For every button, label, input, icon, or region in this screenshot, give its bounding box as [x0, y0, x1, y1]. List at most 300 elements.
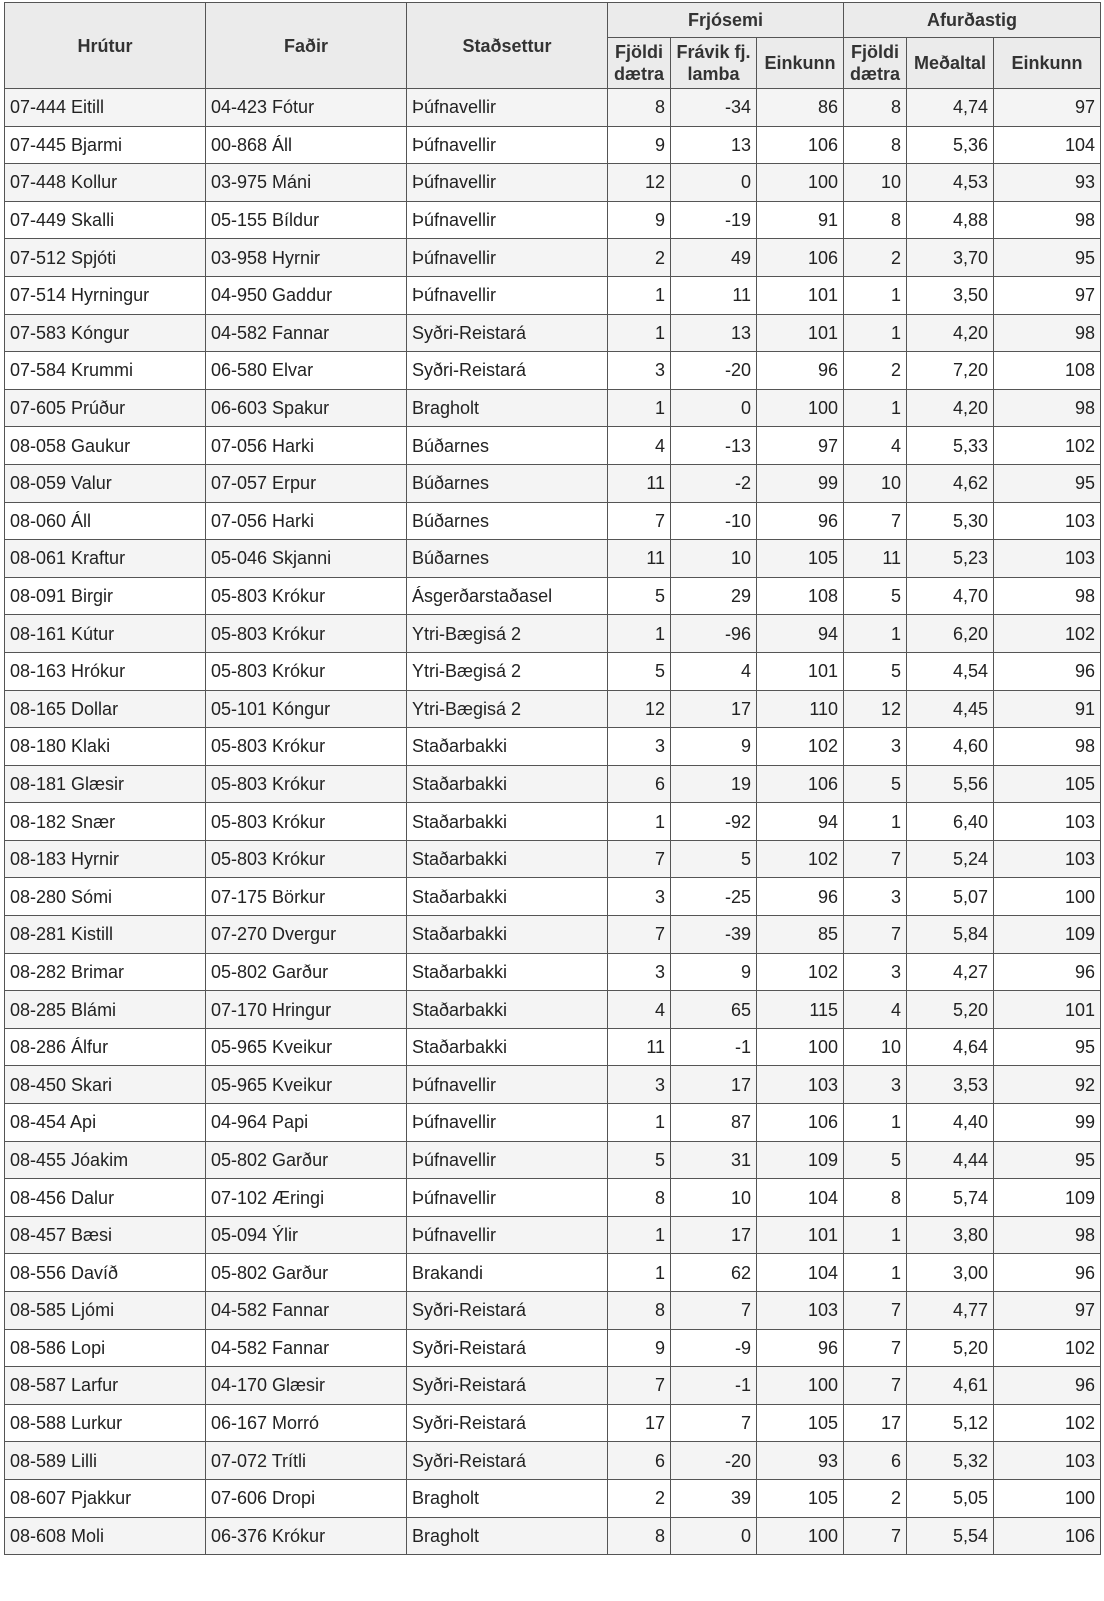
cell-fravik: -20: [671, 1442, 757, 1480]
cell-afurdastig-einkunn: 108: [994, 352, 1101, 390]
cell-stadsettur: Þúfnavellir: [407, 239, 608, 277]
cell-frjosemi-fjoldi: 5: [608, 1141, 671, 1179]
cell-frjosemi-einkunn: 100: [757, 1367, 844, 1405]
cell-hrutur: 08-585 Ljómi: [5, 1292, 206, 1330]
table-row: [5, 690, 1101, 728]
cell-fravik: -2: [671, 464, 757, 502]
cell-fravik: 13: [671, 126, 757, 164]
cell-fadir: 05-803 Krókur: [206, 728, 407, 766]
table-row: [5, 1517, 1101, 1555]
cell-hrutur: 08-183 Hyrnir: [5, 840, 206, 878]
table-row: [5, 239, 1101, 277]
header-medaltal: Meðaltal: [907, 38, 994, 89]
cell-frjosemi-einkunn: 99: [757, 464, 844, 502]
cell-afurdastig-fjoldi: 4: [844, 991, 907, 1029]
cell-medaltal: 6,40: [907, 803, 994, 841]
cell-stadsettur: Búðarnes: [407, 502, 608, 540]
cell-stadsettur: Ytri-Bægisá 2: [407, 615, 608, 653]
table-row: [5, 840, 1101, 878]
cell-fadir: 05-803 Krókur: [206, 652, 407, 690]
cell-hrutur: 08-607 Pjakkur: [5, 1479, 206, 1517]
ram-evaluation-table: [4, 2, 1101, 1555]
cell-stadsettur: Staðarbakki: [407, 765, 608, 803]
cell-hrutur: 08-058 Gaukur: [5, 427, 206, 465]
cell-afurdastig-einkunn: 97: [994, 276, 1101, 314]
cell-fadir: 05-803 Krókur: [206, 803, 407, 841]
cell-medaltal: 5,84: [907, 916, 994, 954]
cell-medaltal: 4,20: [907, 389, 994, 427]
cell-hrutur: 08-180 Klaki: [5, 728, 206, 766]
cell-fadir: 05-802 Garður: [206, 1141, 407, 1179]
header-stadsettur: Staðsettur: [407, 3, 608, 89]
cell-medaltal: 6,20: [907, 615, 994, 653]
cell-afurdastig-fjoldi: 7: [844, 1517, 907, 1555]
cell-stadsettur: Staðarbakki: [407, 916, 608, 954]
cell-afurdastig-fjoldi: 3: [844, 953, 907, 991]
cell-afurdastig-fjoldi: 2: [844, 239, 907, 277]
cell-fadir: 05-094 Ýlir: [206, 1216, 407, 1254]
cell-frjosemi-einkunn: 102: [757, 953, 844, 991]
cell-frjosemi-fjoldi: 3: [608, 352, 671, 390]
cell-hrutur: 08-161 Kútur: [5, 615, 206, 653]
cell-afurdastig-einkunn: 105: [994, 765, 1101, 803]
cell-medaltal: 5,20: [907, 1329, 994, 1367]
table-row: [5, 502, 1101, 540]
cell-afurdastig-fjoldi: 5: [844, 652, 907, 690]
cell-frjosemi-einkunn: 101: [757, 1216, 844, 1254]
cell-afurdastig-einkunn: 109: [994, 1179, 1101, 1217]
cell-stadsettur: Staðarbakki: [407, 840, 608, 878]
cell-frjosemi-fjoldi: 4: [608, 427, 671, 465]
cell-frjosemi-einkunn: 101: [757, 314, 844, 352]
cell-frjosemi-einkunn: 109: [757, 1141, 844, 1179]
cell-stadsettur: Syðri-Reistará: [407, 1367, 608, 1405]
cell-frjosemi-fjoldi: 8: [608, 1179, 671, 1217]
cell-fravik: 65: [671, 991, 757, 1029]
cell-frjosemi-fjoldi: 6: [608, 765, 671, 803]
cell-afurdastig-fjoldi: 1: [844, 314, 907, 352]
cell-fravik: 4: [671, 652, 757, 690]
cell-frjosemi-einkunn: 106: [757, 1104, 844, 1142]
cell-frjosemi-einkunn: 100: [757, 1028, 844, 1066]
cell-medaltal: 5,56: [907, 765, 994, 803]
cell-medaltal: 5,12: [907, 1404, 994, 1442]
cell-frjosemi-fjoldi: 8: [608, 1517, 671, 1555]
cell-frjosemi-fjoldi: 12: [608, 164, 671, 202]
table-row: [5, 1028, 1101, 1066]
cell-stadsettur: Staðarbakki: [407, 1028, 608, 1066]
cell-frjosemi-einkunn: 94: [757, 615, 844, 653]
table-row: [5, 276, 1101, 314]
cell-fravik: 11: [671, 276, 757, 314]
cell-afurdastig-fjoldi: 7: [844, 840, 907, 878]
table-row: [5, 1066, 1101, 1104]
cell-frjosemi-einkunn: 96: [757, 1329, 844, 1367]
cell-stadsettur: Staðarbakki: [407, 953, 608, 991]
cell-fravik: 49: [671, 239, 757, 277]
cell-hrutur: 08-588 Lurkur: [5, 1404, 206, 1442]
cell-frjosemi-fjoldi: 3: [608, 1066, 671, 1104]
cell-stadsettur: Bragholt: [407, 389, 608, 427]
cell-fravik: 10: [671, 1179, 757, 1217]
cell-medaltal: 5,36: [907, 126, 994, 164]
cell-fravik: 39: [671, 1479, 757, 1517]
table-row: [5, 201, 1101, 239]
cell-frjosemi-einkunn: 96: [757, 352, 844, 390]
cell-medaltal: 4,40: [907, 1104, 994, 1142]
cell-frjosemi-fjoldi: 1: [608, 276, 671, 314]
cell-hrutur: 07-448 Kollur: [5, 164, 206, 202]
cell-fadir: 05-965 Kveikur: [206, 1066, 407, 1104]
cell-medaltal: 3,50: [907, 276, 994, 314]
table-row: [5, 878, 1101, 916]
cell-fadir: 05-101 Kóngur: [206, 690, 407, 728]
cell-medaltal: 7,20: [907, 352, 994, 390]
cell-afurdastig-einkunn: 102: [994, 427, 1101, 465]
cell-medaltal: 4,64: [907, 1028, 994, 1066]
cell-frjosemi-fjoldi: 6: [608, 1442, 671, 1480]
cell-medaltal: 5,30: [907, 502, 994, 540]
cell-hrutur: 08-285 Blámi: [5, 991, 206, 1029]
cell-afurdastig-fjoldi: 2: [844, 1479, 907, 1517]
cell-hrutur: 08-586 Lopi: [5, 1329, 206, 1367]
cell-stadsettur: Þúfnavellir: [407, 89, 608, 127]
cell-fadir: 04-423 Fótur: [206, 89, 407, 127]
table-row: [5, 389, 1101, 427]
cell-medaltal: 5,33: [907, 427, 994, 465]
table-row: [5, 765, 1101, 803]
cell-medaltal: 4,60: [907, 728, 994, 766]
cell-afurdastig-einkunn: 102: [994, 615, 1101, 653]
header-group-afurdastig: Afurðastig: [844, 3, 1101, 38]
cell-fadir: 05-803 Krókur: [206, 840, 407, 878]
cell-fadir: 07-057 Erpur: [206, 464, 407, 502]
table-row: [5, 464, 1101, 502]
cell-afurdastig-fjoldi: 17: [844, 1404, 907, 1442]
cell-hrutur: 08-280 Sómi: [5, 878, 206, 916]
table-row: [5, 991, 1101, 1029]
cell-fravik: 7: [671, 1404, 757, 1442]
header-afurdastig-einkunn: Einkunn: [994, 38, 1101, 89]
cell-frjosemi-einkunn: 85: [757, 916, 844, 954]
cell-fadir: 03-975 Máni: [206, 164, 407, 202]
cell-frjosemi-fjoldi: 17: [608, 1404, 671, 1442]
cell-hrutur: 08-455 Jóakim: [5, 1141, 206, 1179]
cell-fadir: 04-170 Glæsir: [206, 1367, 407, 1405]
cell-fadir: 07-175 Börkur: [206, 878, 407, 916]
cell-hrutur: 07-605 Prúður: [5, 389, 206, 427]
cell-hrutur: 08-589 Lilli: [5, 1442, 206, 1480]
cell-afurdastig-einkunn: 91: [994, 690, 1101, 728]
cell-stadsettur: Bragholt: [407, 1517, 608, 1555]
cell-medaltal: 4,54: [907, 652, 994, 690]
cell-frjosemi-einkunn: 106: [757, 239, 844, 277]
cell-hrutur: 08-059 Valur: [5, 464, 206, 502]
cell-fravik: -1: [671, 1367, 757, 1405]
header-line: Frávik fj.: [676, 42, 751, 62]
cell-afurdastig-einkunn: 103: [994, 540, 1101, 578]
cell-afurdastig-einkunn: 101: [994, 991, 1101, 1029]
cell-stadsettur: Þúfnavellir: [407, 1216, 608, 1254]
cell-fadir: 07-056 Harki: [206, 427, 407, 465]
table-row: [5, 352, 1101, 390]
cell-frjosemi-fjoldi: 7: [608, 840, 671, 878]
cell-medaltal: 5,07: [907, 878, 994, 916]
cell-afurdastig-einkunn: 106: [994, 1517, 1101, 1555]
cell-fravik: -1: [671, 1028, 757, 1066]
cell-medaltal: 4,20: [907, 314, 994, 352]
cell-afurdastig-fjoldi: 6: [844, 1442, 907, 1480]
cell-frjosemi-fjoldi: 3: [608, 878, 671, 916]
cell-fadir: 07-270 Dvergur: [206, 916, 407, 954]
cell-medaltal: 5,23: [907, 540, 994, 578]
cell-hrutur: 08-181 Glæsir: [5, 765, 206, 803]
cell-afurdastig-einkunn: 95: [994, 1028, 1101, 1066]
cell-fravik: -19: [671, 201, 757, 239]
cell-afurdastig-einkunn: 98: [994, 389, 1101, 427]
table-row: [5, 1404, 1101, 1442]
cell-hrutur: 08-282 Brimar: [5, 953, 206, 991]
cell-afurdastig-fjoldi: 1: [844, 276, 907, 314]
cell-frjosemi-einkunn: 86: [757, 89, 844, 127]
cell-medaltal: 3,80: [907, 1216, 994, 1254]
cell-frjosemi-einkunn: 91: [757, 201, 844, 239]
cell-stadsettur: Syðri-Reistará: [407, 314, 608, 352]
cell-fravik: -34: [671, 89, 757, 127]
cell-fravik: -92: [671, 803, 757, 841]
cell-hrutur: 08-163 Hrókur: [5, 652, 206, 690]
cell-hrutur: 07-583 Kóngur: [5, 314, 206, 352]
header-afurdastig-fjoldi-daetra: [844, 38, 907, 89]
table-row: [5, 652, 1101, 690]
cell-fravik: -10: [671, 502, 757, 540]
cell-afurdastig-fjoldi: 3: [844, 1066, 907, 1104]
cell-frjosemi-fjoldi: 9: [608, 126, 671, 164]
cell-fadir: 04-582 Fannar: [206, 1292, 407, 1330]
cell-fravik: 7: [671, 1292, 757, 1330]
cell-afurdastig-fjoldi: 2: [844, 352, 907, 390]
cell-afurdastig-einkunn: 103: [994, 1442, 1101, 1480]
cell-frjosemi-fjoldi: 11: [608, 540, 671, 578]
cell-afurdastig-einkunn: 98: [994, 1216, 1101, 1254]
cell-fravik: -9: [671, 1329, 757, 1367]
cell-afurdastig-fjoldi: 11: [844, 540, 907, 578]
header-fravik-fj-lamba: [671, 38, 757, 89]
cell-fadir: 03-958 Hyrnir: [206, 239, 407, 277]
cell-fadir: 06-167 Morró: [206, 1404, 407, 1442]
table-row: [5, 540, 1101, 578]
cell-frjosemi-fjoldi: 1: [608, 389, 671, 427]
cell-frjosemi-fjoldi: 7: [608, 916, 671, 954]
cell-afurdastig-fjoldi: 4: [844, 427, 907, 465]
cell-afurdastig-einkunn: 98: [994, 201, 1101, 239]
cell-afurdastig-einkunn: 103: [994, 840, 1101, 878]
cell-afurdastig-fjoldi: 10: [844, 164, 907, 202]
cell-stadsettur: Þúfnavellir: [407, 1179, 608, 1217]
cell-hrutur: 07-449 Skalli: [5, 201, 206, 239]
cell-hrutur: 07-584 Krummi: [5, 352, 206, 390]
cell-frjosemi-einkunn: 104: [757, 1179, 844, 1217]
cell-medaltal: 4,45: [907, 690, 994, 728]
cell-frjosemi-fjoldi: 1: [608, 314, 671, 352]
cell-afurdastig-fjoldi: 7: [844, 1292, 907, 1330]
table-row: [5, 728, 1101, 766]
cell-afurdastig-einkunn: 97: [994, 89, 1101, 127]
cell-frjosemi-fjoldi: 7: [608, 1367, 671, 1405]
cell-hrutur: 08-182 Snær: [5, 803, 206, 841]
cell-fravik: 13: [671, 314, 757, 352]
cell-afurdastig-einkunn: 104: [994, 126, 1101, 164]
header-line: Fjöldi: [851, 42, 900, 62]
cell-stadsettur: Búðarnes: [407, 540, 608, 578]
cell-afurdastig-fjoldi: 7: [844, 916, 907, 954]
cell-medaltal: 4,70: [907, 577, 994, 615]
cell-frjosemi-einkunn: 100: [757, 1517, 844, 1555]
cell-frjosemi-fjoldi: 5: [608, 652, 671, 690]
cell-afurdastig-einkunn: 95: [994, 464, 1101, 502]
table-body: [5, 89, 1101, 1555]
cell-afurdastig-fjoldi: 1: [844, 389, 907, 427]
cell-hrutur: 08-061 Kraftur: [5, 540, 206, 578]
cell-stadsettur: Syðri-Reistará: [407, 1404, 608, 1442]
header-frjosemi-einkunn: Einkunn: [757, 38, 844, 89]
table-row: [5, 1104, 1101, 1142]
cell-afurdastig-einkunn: 98: [994, 314, 1101, 352]
cell-medaltal: 3,00: [907, 1254, 994, 1292]
cell-fravik: -96: [671, 615, 757, 653]
table-row: [5, 427, 1101, 465]
cell-afurdastig-einkunn: 102: [994, 1404, 1101, 1442]
cell-frjosemi-einkunn: 102: [757, 728, 844, 766]
cell-afurdastig-einkunn: 97: [994, 1292, 1101, 1330]
cell-fadir: 05-155 Bíldur: [206, 201, 407, 239]
cell-afurdastig-einkunn: 99: [994, 1104, 1101, 1142]
table-row: [5, 164, 1101, 202]
cell-fravik: 17: [671, 1216, 757, 1254]
cell-frjosemi-fjoldi: 7: [608, 502, 671, 540]
cell-fadir: 07-170 Hringur: [206, 991, 407, 1029]
cell-frjosemi-fjoldi: 1: [608, 1254, 671, 1292]
table-row: [5, 803, 1101, 841]
cell-fravik: 31: [671, 1141, 757, 1179]
table-row: [5, 1479, 1101, 1517]
cell-fadir: 06-603 Spakur: [206, 389, 407, 427]
cell-stadsettur: Þúfnavellir: [407, 1066, 608, 1104]
cell-frjosemi-einkunn: 105: [757, 1479, 844, 1517]
cell-stadsettur: Syðri-Reistará: [407, 1292, 608, 1330]
cell-stadsettur: Þúfnavellir: [407, 1141, 608, 1179]
cell-medaltal: 4,74: [907, 89, 994, 127]
cell-afurdastig-einkunn: 96: [994, 953, 1101, 991]
table-row: [5, 126, 1101, 164]
table-row: [5, 577, 1101, 615]
cell-fadir: 04-950 Gaddur: [206, 276, 407, 314]
cell-fadir: 07-606 Dropi: [206, 1479, 407, 1517]
cell-afurdastig-fjoldi: 12: [844, 690, 907, 728]
cell-frjosemi-einkunn: 96: [757, 878, 844, 916]
cell-hrutur: 08-454 Api: [5, 1104, 206, 1142]
cell-afurdastig-fjoldi: 8: [844, 201, 907, 239]
table-row: [5, 1216, 1101, 1254]
cell-hrutur: 08-457 Bæsi: [5, 1216, 206, 1254]
cell-stadsettur: Þúfnavellir: [407, 201, 608, 239]
cell-afurdastig-einkunn: 103: [994, 502, 1101, 540]
cell-afurdastig-fjoldi: 1: [844, 1104, 907, 1142]
cell-medaltal: 5,05: [907, 1479, 994, 1517]
header-line: dætra: [850, 64, 901, 84]
cell-frjosemi-einkunn: 106: [757, 765, 844, 803]
cell-afurdastig-fjoldi: 7: [844, 1367, 907, 1405]
cell-afurdastig-fjoldi: 3: [844, 728, 907, 766]
cell-frjosemi-fjoldi: 1: [608, 803, 671, 841]
cell-fadir: 04-582 Fannar: [206, 314, 407, 352]
cell-fravik: 29: [671, 577, 757, 615]
cell-afurdastig-fjoldi: 10: [844, 1028, 907, 1066]
cell-hrutur: 08-456 Dalur: [5, 1179, 206, 1217]
cell-frjosemi-fjoldi: 4: [608, 991, 671, 1029]
cell-fadir: 00-868 Áll: [206, 126, 407, 164]
cell-frjosemi-einkunn: 97: [757, 427, 844, 465]
cell-stadsettur: Þúfnavellir: [407, 126, 608, 164]
cell-afurdastig-einkunn: 98: [994, 577, 1101, 615]
cell-fravik: 0: [671, 1517, 757, 1555]
cell-hrutur: 08-091 Birgir: [5, 577, 206, 615]
cell-medaltal: 3,53: [907, 1066, 994, 1104]
cell-hrutur: 08-286 Álfur: [5, 1028, 206, 1066]
cell-stadsettur: Staðarbakki: [407, 803, 608, 841]
cell-frjosemi-fjoldi: 3: [608, 953, 671, 991]
cell-stadsettur: Ytri-Bægisá 2: [407, 652, 608, 690]
cell-hrutur: 07-444 Eitill: [5, 89, 206, 127]
cell-afurdastig-einkunn: 109: [994, 916, 1101, 954]
cell-fravik: -39: [671, 916, 757, 954]
cell-frjosemi-einkunn: 105: [757, 540, 844, 578]
cell-frjosemi-fjoldi: 1: [608, 1104, 671, 1142]
cell-fadir: 05-802 Garður: [206, 953, 407, 991]
cell-medaltal: 4,44: [907, 1141, 994, 1179]
cell-frjosemi-fjoldi: 11: [608, 464, 671, 502]
cell-frjosemi-fjoldi: 2: [608, 1479, 671, 1517]
cell-frjosemi-einkunn: 104: [757, 1254, 844, 1292]
cell-afurdastig-einkunn: 100: [994, 1479, 1101, 1517]
cell-frjosemi-einkunn: 110: [757, 690, 844, 728]
cell-frjosemi-einkunn: 96: [757, 502, 844, 540]
cell-afurdastig-einkunn: 103: [994, 803, 1101, 841]
cell-stadsettur: Staðarbakki: [407, 728, 608, 766]
cell-afurdastig-fjoldi: 10: [844, 464, 907, 502]
cell-fravik: 0: [671, 389, 757, 427]
table-row: [5, 314, 1101, 352]
cell-frjosemi-einkunn: 105: [757, 1404, 844, 1442]
cell-stadsettur: Staðarbakki: [407, 878, 608, 916]
cell-stadsettur: Ásgerðarstaðasel: [407, 577, 608, 615]
cell-frjosemi-einkunn: 101: [757, 276, 844, 314]
cell-hrutur: 07-514 Hyrningur: [5, 276, 206, 314]
cell-frjosemi-einkunn: 93: [757, 1442, 844, 1480]
cell-fadir: 04-582 Fannar: [206, 1329, 407, 1367]
cell-medaltal: 4,62: [907, 464, 994, 502]
cell-afurdastig-fjoldi: 5: [844, 765, 907, 803]
cell-frjosemi-fjoldi: 3: [608, 728, 671, 766]
cell-afurdastig-einkunn: 95: [994, 239, 1101, 277]
cell-afurdastig-fjoldi: 5: [844, 1141, 907, 1179]
cell-frjosemi-fjoldi: 1: [608, 1216, 671, 1254]
cell-stadsettur: Ytri-Bægisá 2: [407, 690, 608, 728]
cell-medaltal: 4,53: [907, 164, 994, 202]
cell-frjosemi-einkunn: 115: [757, 991, 844, 1029]
cell-fravik: 9: [671, 728, 757, 766]
cell-frjosemi-einkunn: 103: [757, 1066, 844, 1104]
